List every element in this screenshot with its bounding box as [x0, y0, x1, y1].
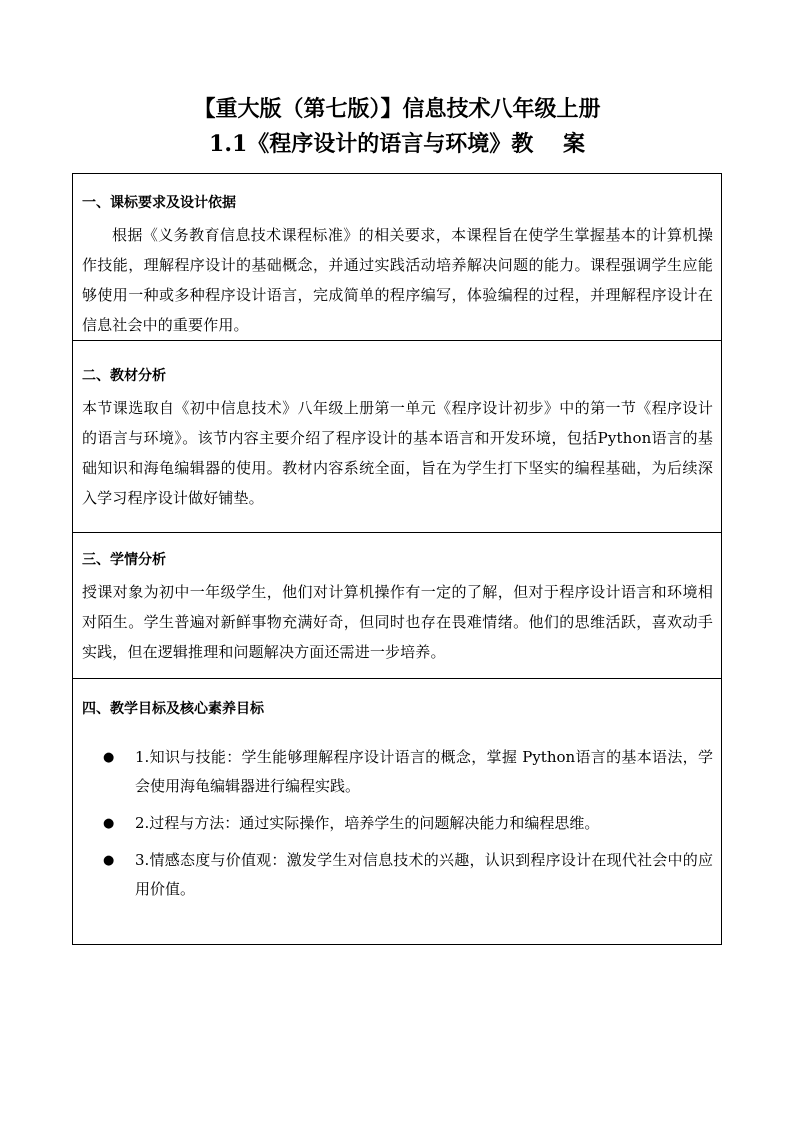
section-cell — [73, 533, 722, 679]
section-cell — [73, 174, 722, 341]
section-cell — [73, 679, 722, 945]
bullet-icon: ● — [103, 853, 115, 868]
document-title: 【重大版（第七版）】信息技术八年级上册 — [193, 96, 601, 122]
section-heading: 四、教学目标及核心素养目标 — [82, 701, 264, 717]
list-item — [82, 743, 713, 801]
objective-text: 2.过程与方法：通过实际操作，培养学生的问题解决能力和编程思维。 — [135, 814, 600, 832]
document-subtitle: 1.1《程序设计的语言与环境》教 案 — [209, 131, 585, 157]
lesson-plan-table — [72, 173, 722, 945]
objective-text: 3.情感态度与价值观：激发学生对信息技术的兴趣，认识到程序设计在现代社会中的应用价值。 — [135, 851, 713, 898]
section-heading: 一、课标要求及设计依据 — [82, 195, 236, 211]
section-body: 根据《义务教育信息技术课程标准》的相关要求，本课程旨在使学生掌握基本的计算机操作技能，理解程序设计的基础概念，并通过实践活动培养解决问题的能力。课程强调学生应能够使用一种或多种程序设计语言，完成简单的程序编写，体验编程的过程，并理解程序设计在信息社会中的重要作用。 — [82, 226, 713, 334]
section-row-students — [73, 533, 722, 679]
section-body: 授课对象为初中一年级学生，他们对计算机操作有一定的了解，但对于程序设计语言和环境相对陌生。学生普遍对新鲜事物充满好奇，但同时也存在畏难情绪。他们的思维活跃，喜欢动手实践，但在逻辑推理和问题解决方面还需进一步培养。 — [82, 583, 713, 661]
list-item — [82, 846, 713, 904]
section-body: 本节课选取自《初中信息技术》八年级上册第一单元《程序设计初步》中的第一节《程序设计的语言与环境》。该节内容主要介绍了程序设计的基本语言和开发环境，包括Python语言的基础知识和海龟编辑器的使用。教材内容系统全面，旨在为学生打下坚实的编程基础，为后续深入学习程序设计做好铺垫。 — [82, 399, 713, 507]
section-heading: 三、学情分析 — [82, 552, 166, 568]
section-cell — [73, 341, 722, 533]
section-row-textbook — [73, 341, 722, 533]
objective-text: 1.知识与技能：学生能够理解程序设计语言的概念，掌握 Python语言的基本语法，学会使用海龟编辑器进行编程实践。 — [135, 748, 713, 795]
objectives-list — [82, 743, 713, 904]
bullet-icon: ● — [103, 750, 115, 765]
bullet-icon: ● — [103, 816, 115, 831]
section-row-curriculum — [73, 174, 722, 341]
section-row-objectives — [73, 679, 722, 945]
section-heading: 二、教材分析 — [82, 368, 166, 384]
list-item — [82, 809, 713, 838]
